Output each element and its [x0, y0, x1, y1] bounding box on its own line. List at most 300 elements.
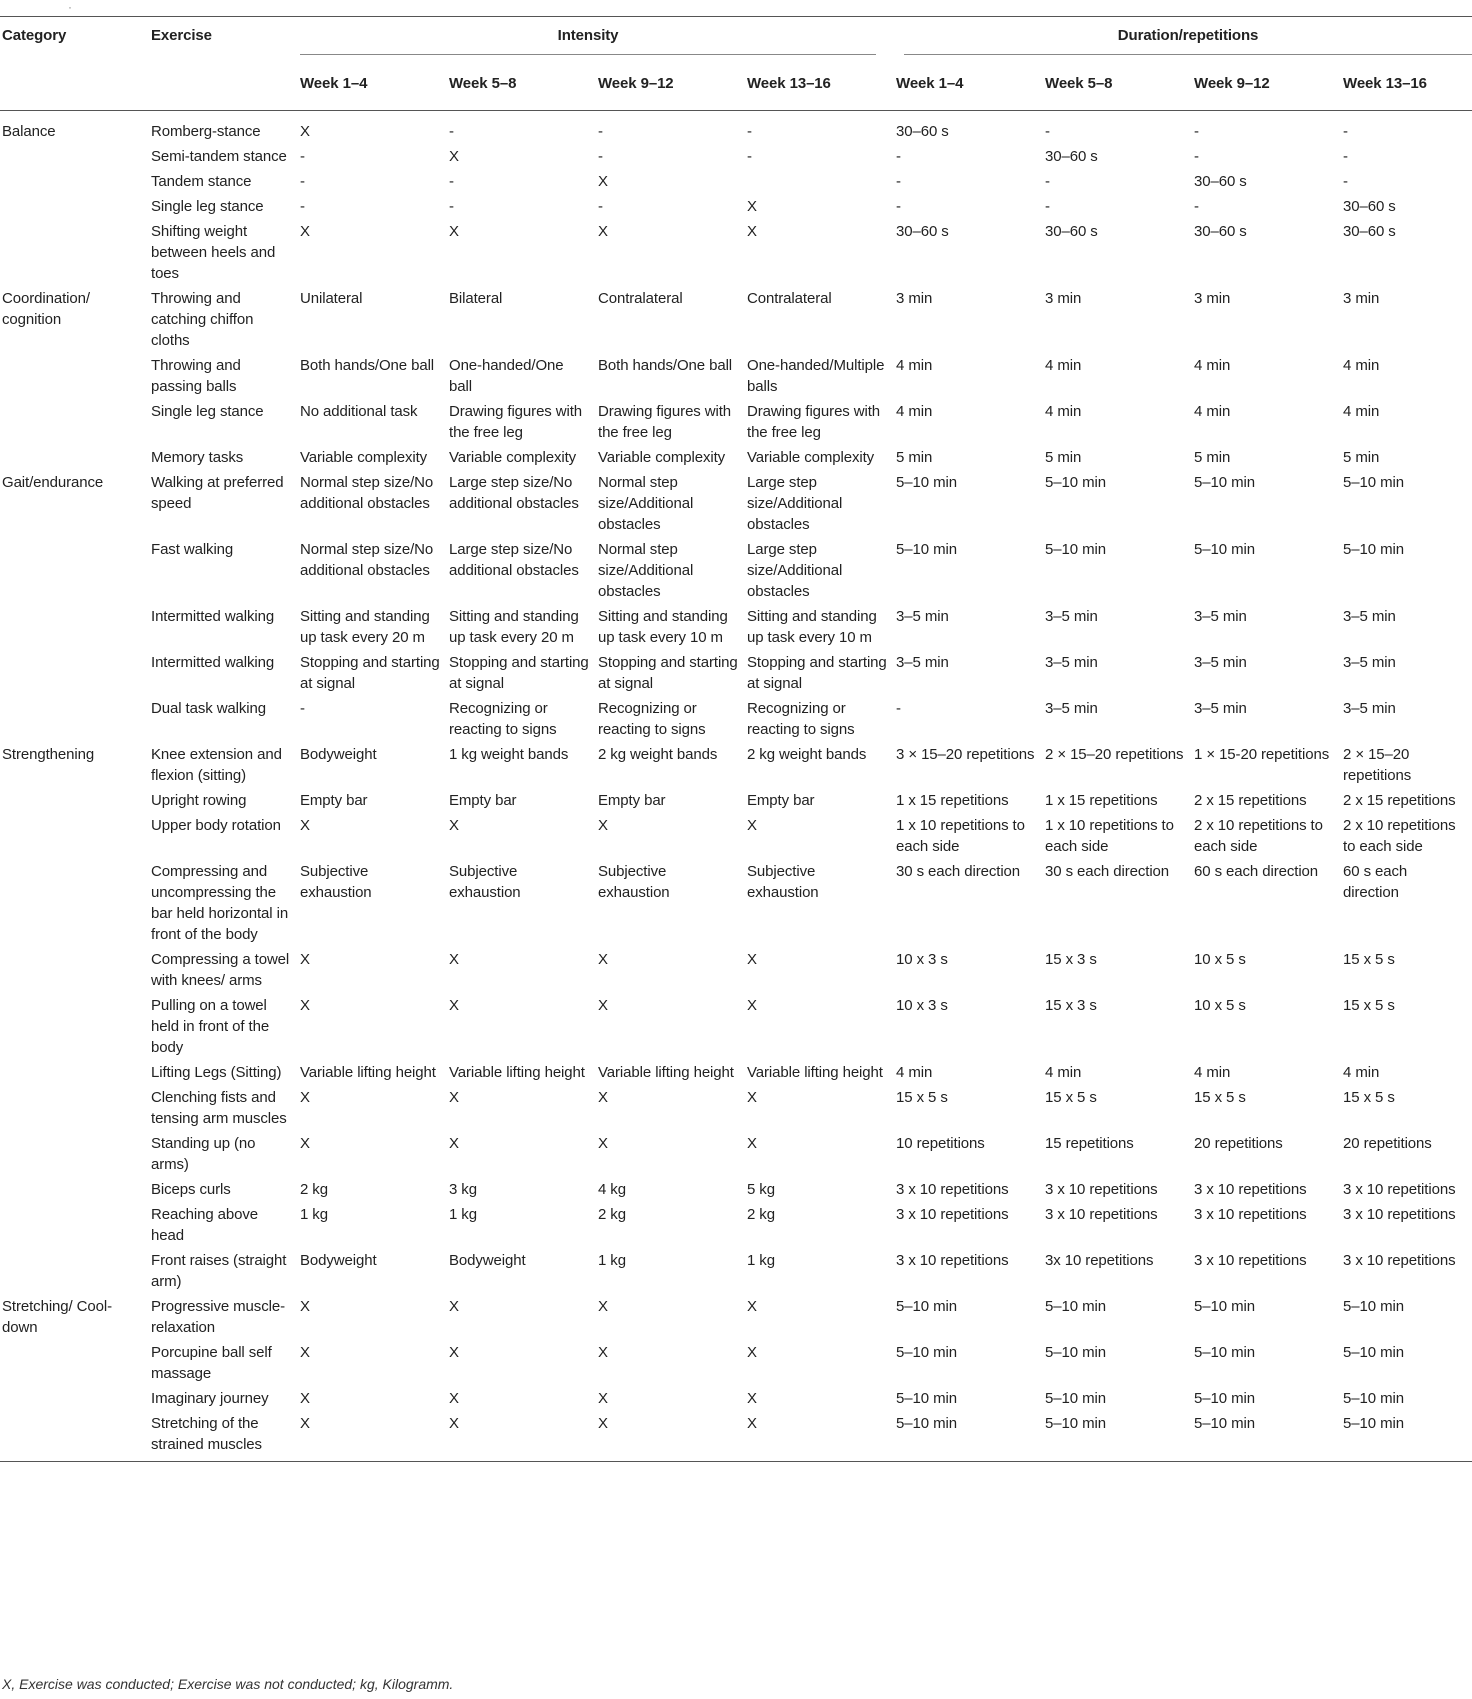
duration-cell: 15 x 5 s	[1343, 1089, 1395, 1106]
intensity-cell: X	[747, 198, 757, 215]
exercise-cell: Shifting weight between heels and toes	[151, 223, 276, 282]
exercise-cell: Lifting Legs (Sitting)	[151, 1064, 282, 1081]
duration-cell: 3 min	[1045, 290, 1082, 307]
intensity-cell: Empty bar	[300, 792, 368, 809]
table-row	[0, 219, 1472, 286]
intensity-cell: No additional task	[300, 403, 418, 420]
intensity-cell: Large step size/Additional obstacles	[747, 474, 843, 533]
table-row	[0, 194, 1472, 219]
duration-cell: 5–10 min	[1045, 1298, 1106, 1315]
duration-cell: 3 x 10 repetitions	[896, 1181, 1009, 1198]
exercise-cell: Tandem stance	[151, 173, 252, 190]
intensity-cell: X	[300, 951, 310, 968]
table-row	[0, 1411, 1472, 1462]
table-body	[0, 111, 1472, 1462]
duration-cell: 3 x 10 repetitions	[896, 1206, 1009, 1223]
category-cell	[0, 1386, 149, 1411]
duration-cell: 3 x 10 repetitions	[1045, 1206, 1158, 1223]
intensity-cell: X	[598, 817, 608, 834]
exercise-cell: Throwing and passing balls	[151, 357, 241, 395]
exercise-cell: Compressing a towel with knees/ arms	[151, 951, 290, 989]
duration-cell: 2 x 10 repetitions to each side	[1194, 817, 1323, 855]
exercise-cell: Biceps curls	[151, 1181, 231, 1198]
intensity-cell: Recognizing or reacting to signs	[598, 700, 706, 738]
intensity-cell: Subjective exhaustion	[598, 863, 670, 901]
duration-cell: -	[896, 198, 901, 215]
duration-cell: 5–10 min	[1343, 541, 1404, 558]
intensity-cell: X	[449, 1344, 459, 1361]
category-cell: Stretching/ Cool-down	[2, 1298, 113, 1336]
duration-cell: 2 × 15–20 repetitions	[1045, 746, 1184, 763]
exercise-cell: Upper body rotation	[151, 817, 281, 834]
col-header-intensity-week: Week 13–16	[745, 61, 894, 111]
intensity-cell: Normal step size/No additional obstacles	[300, 541, 434, 579]
duration-cell: 15 x 5 s	[1045, 1089, 1097, 1106]
category-cell	[0, 1131, 149, 1177]
col-header-duration-week: Week 9–12	[1192, 61, 1341, 111]
intensity-cell: Sitting and standing up task every 10 m	[598, 608, 728, 646]
intensity-cell: 2 kg weight bands	[598, 746, 718, 763]
duration-cell: 5–10 min	[1343, 474, 1404, 491]
exercise-cell: Stretching of the strained muscles	[149, 1411, 298, 1462]
duration-cell: -	[1343, 173, 1348, 190]
intensity-cell: X	[747, 1298, 757, 1315]
table-row	[0, 788, 1472, 813]
table-row	[0, 1248, 1472, 1294]
duration-cell: 3 x 10 repetitions	[1343, 1206, 1456, 1223]
duration-cell: -	[1045, 173, 1050, 190]
intensity-cell: X	[449, 1298, 459, 1315]
intensity-cell: Normal step size/Additional obstacles	[598, 474, 694, 533]
category-cell	[0, 537, 149, 604]
intensity-cell: Subjective exhaustion	[449, 863, 521, 901]
intensity-cell: Both hands/One ball	[598, 357, 733, 374]
intensity-cell: Normal step size/Additional obstacles	[598, 541, 694, 600]
exercise-cell: Pulling on a towel held in front of the body	[151, 997, 270, 1056]
col-header-intensity	[298, 17, 894, 62]
col-header-duration-week: Week 5–8	[1043, 61, 1192, 111]
duration-cell: 30–60 s	[1045, 148, 1098, 165]
exercise-cell: Dual task walking	[151, 700, 267, 717]
intensity-cell: Both hands/One ball	[300, 357, 435, 374]
duration-cell: 3–5 min	[1194, 654, 1247, 671]
exercise-cell: Upright rowing	[151, 792, 247, 809]
col-header-intensity-week: Week 9–12	[596, 61, 745, 111]
duration-cell: -	[896, 173, 901, 190]
exercise-cell: Standing up (no arms)	[151, 1135, 256, 1173]
duration-cell: 5–10 min	[1194, 541, 1255, 558]
duration-cell: -	[1343, 148, 1348, 165]
duration-cell: 30–60 s	[1194, 223, 1247, 240]
intensity-cell: -	[598, 148, 603, 165]
intensity-cell: One-handed/One ball	[449, 357, 564, 395]
intensity-cell: Variable complexity	[598, 449, 726, 466]
duration-cell: 4 min	[1194, 1064, 1231, 1081]
duration-cell: 3–5 min	[896, 654, 949, 671]
duration-cell: 20 repetitions	[1194, 1135, 1283, 1152]
intensity-cell: Variable lifting height	[449, 1064, 585, 1081]
duration-cell: 4 min	[1343, 357, 1380, 374]
duration-cell: 4 min	[1343, 403, 1380, 420]
exercise-cell: Throwing and catching chiffon cloths	[151, 290, 254, 349]
intensity-cell: X	[449, 1135, 459, 1152]
duration-cell: 4 min	[896, 357, 933, 374]
duration-cell: 5–10 min	[896, 474, 957, 491]
intensity-cell: X	[598, 1135, 608, 1152]
exercise-cell: Knee extension and flexion (sitting)	[151, 746, 282, 784]
table-row	[0, 813, 1472, 859]
duration-cell: 3–5 min	[1194, 700, 1247, 717]
intensity-cell: Bilateral	[449, 290, 503, 307]
duration-cell: 4 min	[896, 1064, 933, 1081]
duration-cell: 30 s each direction	[896, 863, 1021, 880]
intensity-cell: X	[300, 1089, 310, 1106]
exercise-cell: Memory tasks	[151, 449, 244, 466]
col-header-duration-week: Week 13–16	[1341, 61, 1472, 111]
exercise-cell: Single leg stance	[151, 403, 264, 420]
header-row-groups	[0, 17, 1472, 62]
intensity-cell: -	[449, 198, 454, 215]
duration-cell: 3 min	[1194, 290, 1231, 307]
duration-cell: 4 min	[1194, 357, 1231, 374]
table-row	[0, 1177, 1472, 1202]
exercise-cell: Clenching fists and tensing arm muscles	[151, 1089, 287, 1127]
table-row	[0, 111, 1472, 145]
exercise-table	[0, 16, 1472, 1462]
category-cell: Gait/endurance	[2, 474, 104, 491]
duration-cell: 3–5 min	[1045, 700, 1098, 717]
intensity-cell: Normal step size/No additional obstacles	[300, 474, 434, 512]
intensity-cell: Bodyweight	[449, 1252, 526, 1269]
exercise-cell: Intermitted walking	[151, 654, 275, 671]
duration-cell: 30–60 s	[896, 223, 949, 240]
duration-cell: 30–60 s	[1045, 223, 1098, 240]
intensity-cell: X	[449, 223, 459, 240]
duration-cell: 3 x 10 repetitions	[1343, 1181, 1456, 1198]
intensity-cell: -	[300, 700, 305, 717]
intensity-cell: Recognizing or reacting to signs	[449, 700, 557, 738]
duration-cell: -	[1194, 123, 1199, 140]
intensity-cell: Sitting and standing up task every 20 m	[300, 608, 430, 646]
duration-cell: 4 min	[1045, 403, 1082, 420]
category-cell	[0, 947, 149, 993]
category-cell	[0, 604, 149, 650]
duration-cell: 5–10 min	[1045, 1390, 1106, 1407]
duration-cell: 5 min	[1343, 449, 1380, 466]
intensity-cell: Empty bar	[598, 792, 666, 809]
duration-cell: 3 min	[1343, 290, 1380, 307]
intensity-cell: 1 kg weight bands	[449, 746, 569, 763]
duration-cell: 3–5 min	[1343, 654, 1396, 671]
category-cell	[0, 813, 149, 859]
intensity-cell: X	[745, 1411, 894, 1462]
intensity-cell: X	[298, 1411, 447, 1462]
duration-cell: 5–10 min	[1192, 1411, 1341, 1462]
intensity-cell: Drawing figures with the free leg	[747, 403, 881, 441]
duration-cell: 30–60 s	[1343, 223, 1396, 240]
intensity-cell: -	[300, 173, 305, 190]
duration-cell: 10 x 3 s	[896, 997, 948, 1014]
intensity-cell: -	[747, 123, 752, 140]
duration-cell: -	[1045, 198, 1050, 215]
category-cell	[0, 1248, 149, 1294]
intensity-cell: Stopping and starting at signal	[598, 654, 738, 692]
exercise-cell: Single leg stance	[151, 198, 264, 215]
duration-cell: 3 × 15–20 repetitions	[896, 746, 1035, 763]
table-row	[0, 1085, 1472, 1131]
intensity-cell: Stopping and starting at signal	[747, 654, 887, 692]
duration-cell: 10 x 5 s	[1194, 951, 1246, 968]
intensity-cell: 2 kg weight bands	[747, 746, 867, 763]
duration-cell: 3–5 min	[896, 608, 949, 625]
category-cell	[0, 445, 149, 470]
table-row	[0, 696, 1472, 742]
duration-cell: 5–10 min	[1045, 1344, 1106, 1361]
duration-cell: 3 min	[896, 290, 933, 307]
category-cell	[0, 696, 149, 742]
intensity-cell: X	[747, 1344, 757, 1361]
intensity-cell: X	[449, 1089, 459, 1106]
table-row	[0, 537, 1472, 604]
intensity-cell: Large step size/Additional obstacles	[747, 541, 843, 600]
intensity-cell: Drawing figures with the free leg	[449, 403, 583, 441]
duration-cell: 30–60 s	[1194, 173, 1247, 190]
stray-mark: ·	[68, 0, 72, 14]
duration-cell: 3 x 10 repetitions	[896, 1252, 1009, 1269]
table-row	[0, 1294, 1472, 1340]
category-cell	[0, 788, 149, 813]
category-cell	[0, 1411, 149, 1462]
duration-cell: 60 s each direction	[1194, 863, 1319, 880]
duration-cell: 15 x 5 s	[1343, 951, 1395, 968]
intensity-cell: X	[598, 951, 608, 968]
duration-cell: 5 min	[1045, 449, 1082, 466]
table-row	[0, 445, 1472, 470]
intensity-cell: X	[449, 1390, 459, 1407]
duration-cell: 1 × 15-20 repetitions	[1194, 746, 1330, 763]
exercise-cell: Walking at preferred speed	[151, 474, 284, 512]
duration-cell: 5–10 min	[1343, 1344, 1404, 1361]
intensity-cell: X	[598, 997, 608, 1014]
category-cell: Coordination/ cognition	[2, 290, 90, 328]
category-cell	[0, 859, 149, 947]
exercise-cell: Progressive muscle-relaxation	[151, 1298, 285, 1336]
exercise-cell: Imaginary journey	[151, 1390, 269, 1407]
duration-cell: 3–5 min	[1194, 608, 1247, 625]
col-header-category: Category	[0, 17, 149, 62]
intensity-cell: Large step size/No additional obstacles	[449, 541, 579, 579]
duration-label: Duration/repetitions	[904, 25, 1472, 55]
duration-cell: 3 x 10 repetitions	[1194, 1252, 1307, 1269]
intensity-cell: X	[747, 951, 757, 968]
duration-cell: 5–10 min	[1194, 1344, 1255, 1361]
intensity-cell: 1 kg	[300, 1206, 328, 1223]
intensity-cell: Variable complexity	[747, 449, 875, 466]
intensity-cell: Variable complexity	[449, 449, 577, 466]
table-row	[0, 1202, 1472, 1248]
exercise-cell: Fast walking	[151, 541, 234, 558]
intensity-cell: X	[447, 1411, 596, 1462]
intensity-cell: -	[598, 198, 603, 215]
table-footnote: X, Exercise was conducted; Exercise was not conducted; kg, Kilogramm.	[2, 1676, 454, 1692]
duration-cell: 2 × 15–20 repetitions	[1343, 746, 1412, 784]
intensity-cell: 3 kg	[449, 1181, 477, 1198]
intensity-cell: X	[300, 997, 310, 1014]
duration-cell: 1 x 10 repetitions to each side	[896, 817, 1025, 855]
duration-cell: 2 x 15 repetitions	[1194, 792, 1307, 809]
exercise-cell: Romberg-stance	[151, 123, 261, 140]
intensity-cell: Subjective exhaustion	[747, 863, 819, 901]
intensity-cell: 2 kg	[747, 1206, 775, 1223]
duration-cell: 5–10 min	[896, 1344, 957, 1361]
intensity-cell: X	[449, 997, 459, 1014]
table-row	[0, 993, 1472, 1060]
table-row	[0, 1340, 1472, 1386]
intensity-cell: X	[300, 1344, 310, 1361]
intensity-cell: Stopping and starting at signal	[449, 654, 589, 692]
exercise-cell: Reaching above head	[151, 1206, 259, 1244]
intensity-cell: Empty bar	[747, 792, 815, 809]
intensity-cell: Drawing figures with the free leg	[598, 403, 732, 441]
duration-cell: 4 min	[1343, 1064, 1380, 1081]
intensity-cell: 1 kg	[747, 1252, 775, 1269]
category-cell	[0, 144, 149, 169]
intensity-cell: X	[747, 1135, 757, 1152]
table-row	[0, 650, 1472, 696]
exercise-cell: Porcupine ball self massage	[151, 1344, 272, 1382]
category-cell: Strengthening	[2, 746, 95, 763]
duration-cell: 20 repetitions	[1343, 1135, 1432, 1152]
duration-cell: 5–10 min	[894, 1411, 1043, 1462]
intensity-cell: -	[449, 123, 454, 140]
intensity-cell: One-handed/Multiple balls	[747, 357, 885, 395]
intensity-cell: -	[300, 198, 305, 215]
category-cell	[0, 650, 149, 696]
duration-cell: 5 min	[1194, 449, 1231, 466]
duration-cell: -	[1045, 123, 1050, 140]
table-row	[0, 859, 1472, 947]
exercise-cell: Compressing and uncompressing the bar held horizontal in front of the body	[151, 863, 289, 943]
duration-cell: 5–10 min	[1194, 474, 1255, 491]
intensity-cell: -	[300, 148, 305, 165]
intensity-cell	[745, 169, 894, 194]
intensity-cell: X	[449, 951, 459, 968]
category-cell	[0, 1202, 149, 1248]
duration-cell: 5–10 min	[896, 541, 957, 558]
intensity-cell: X	[300, 223, 310, 240]
intensity-cell: Sitting and standing up task every 20 m	[449, 608, 579, 646]
intensity-cell: X	[598, 1298, 608, 1315]
intensity-cell: X	[598, 1344, 608, 1361]
duration-cell: 4 min	[1045, 1064, 1082, 1081]
duration-cell: 2 x 15 repetitions	[1343, 792, 1456, 809]
intensity-cell: X	[598, 1089, 608, 1106]
duration-cell: 1 x 15 repetitions	[1045, 792, 1158, 809]
duration-cell: 15 x 5 s	[1343, 997, 1395, 1014]
duration-cell: -	[1194, 148, 1199, 165]
duration-cell: 4 min	[896, 403, 933, 420]
duration-cell: 5–10 min	[1343, 1390, 1404, 1407]
table-row	[0, 470, 1472, 537]
table-row	[0, 169, 1472, 194]
table-row	[0, 1060, 1472, 1085]
intensity-cell: X	[747, 997, 757, 1014]
category-cell	[0, 993, 149, 1060]
intensity-cell: Variable complexity	[300, 449, 428, 466]
duration-cell: 15 x 3 s	[1045, 997, 1097, 1014]
col-header-blank	[0, 61, 149, 111]
duration-cell: 5–10 min	[896, 1298, 957, 1315]
intensity-cell: X	[300, 817, 310, 834]
intensity-cell: X	[747, 223, 757, 240]
intensity-cell: Bodyweight	[300, 1252, 377, 1269]
col-header-intensity-week: Week 5–8	[447, 61, 596, 111]
duration-cell: 15 x 3 s	[1045, 951, 1097, 968]
duration-cell: 60 s each direction	[1343, 863, 1408, 901]
category-cell	[0, 1340, 149, 1386]
intensity-cell: Variable lifting height	[300, 1064, 436, 1081]
col-header-duration	[894, 17, 1472, 62]
intensity-cell: X	[449, 148, 459, 165]
duration-cell: 4 min	[1194, 403, 1231, 420]
duration-cell: 3 x 10 repetitions	[1194, 1181, 1307, 1198]
intensity-cell: X	[598, 1390, 608, 1407]
duration-cell: 5–10 min	[1343, 1298, 1404, 1315]
intensity-cell: -	[449, 173, 454, 190]
intensity-cell: X	[747, 817, 757, 834]
category-cell	[0, 399, 149, 445]
duration-cell: 3 x 10 repetitions	[1045, 1181, 1158, 1198]
table-row	[0, 399, 1472, 445]
intensity-cell: X	[598, 223, 608, 240]
intensity-cell: Large step size/No additional obstacles	[449, 474, 579, 512]
category-cell	[0, 1060, 149, 1085]
intensity-cell: 1 kg	[598, 1252, 626, 1269]
duration-cell: 1 x 15 repetitions	[896, 792, 1009, 809]
duration-cell: -	[896, 148, 901, 165]
intensity-cell: X	[598, 173, 608, 190]
duration-cell: 10 x 5 s	[1194, 997, 1246, 1014]
duration-cell: 5–10 min	[1194, 1390, 1255, 1407]
duration-cell: 15 repetitions	[1045, 1135, 1134, 1152]
intensity-cell: X	[596, 1411, 745, 1462]
category-cell	[0, 194, 149, 219]
duration-cell: -	[896, 700, 901, 717]
intensity-cell: Sitting and standing up task every 10 m	[747, 608, 877, 646]
col-header-intensity-week: Week 1–4	[298, 61, 447, 111]
table-row	[0, 947, 1472, 993]
intensity-cell: X	[300, 1135, 310, 1152]
col-header-duration-week: Week 1–4	[894, 61, 1043, 111]
duration-cell: 4 min	[1045, 357, 1082, 374]
category-cell	[0, 169, 149, 194]
duration-cell: 5–10 min	[896, 1390, 957, 1407]
duration-cell: 3 x 10 repetitions	[1343, 1252, 1456, 1269]
duration-cell: 3–5 min	[1045, 654, 1098, 671]
duration-cell: 5–10 min	[1341, 1411, 1472, 1462]
intensity-cell: Subjective exhaustion	[300, 863, 372, 901]
table-row	[0, 742, 1472, 788]
intensity-cell: Recognizing or reacting to signs	[747, 700, 855, 738]
intensity-cell: 2 kg	[300, 1181, 328, 1198]
duration-cell: 1 x 10 repetitions to each side	[1045, 817, 1174, 855]
intensity-cell: Variable lifting height	[747, 1064, 883, 1081]
exercise-cell: Semi-tandem stance	[151, 148, 287, 165]
col-header-blank	[149, 61, 298, 111]
duration-cell: 3–5 min	[1343, 700, 1396, 717]
intensity-cell: 4 kg	[598, 1181, 626, 1198]
table-row	[0, 353, 1472, 399]
